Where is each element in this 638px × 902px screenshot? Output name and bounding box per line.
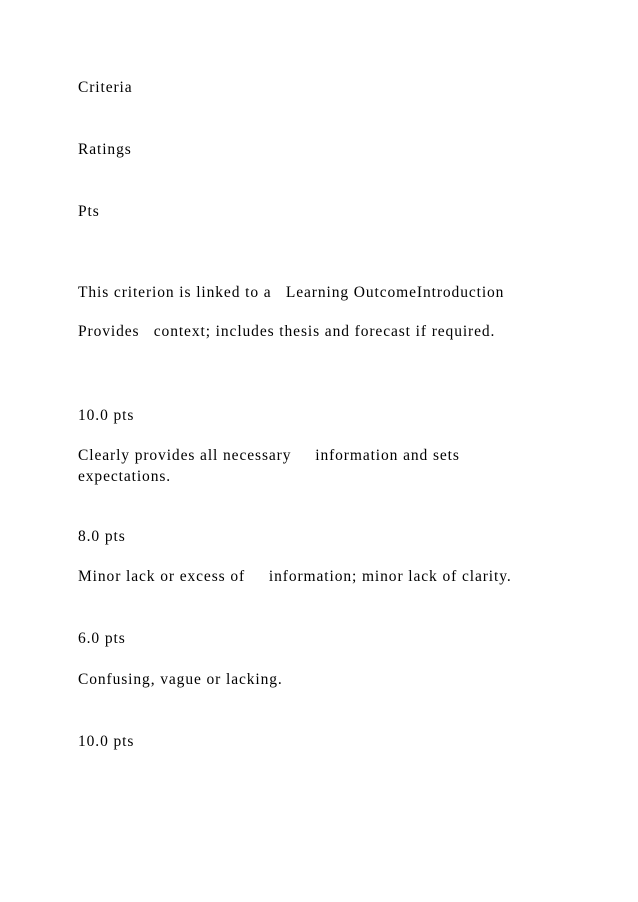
criterion-description: Provides context; includes thesis and forecast if required. bbox=[78, 323, 496, 340]
rating-2-points: 8.0 pts bbox=[78, 528, 126, 545]
rating-3-description: Confusing, vague or lacking. bbox=[78, 671, 283, 688]
pts-header: Pts bbox=[78, 203, 100, 220]
ratings-header: Ratings bbox=[78, 141, 132, 158]
criterion-title: This criterion is linked to a Learning OutcomeIntroduction bbox=[78, 284, 505, 301]
rating-1-description: Clearly provides all necessary information and sets expectations. bbox=[78, 447, 465, 485]
criteria-header: Criteria bbox=[78, 79, 133, 96]
total-points: 10.0 pts bbox=[78, 733, 135, 750]
rating-1-points: 10.0 pts bbox=[78, 407, 135, 424]
rating-2-description: Minor lack or excess of information; minor lack of clarity. bbox=[78, 568, 512, 585]
rating-3-points: 6.0 pts bbox=[78, 630, 126, 647]
